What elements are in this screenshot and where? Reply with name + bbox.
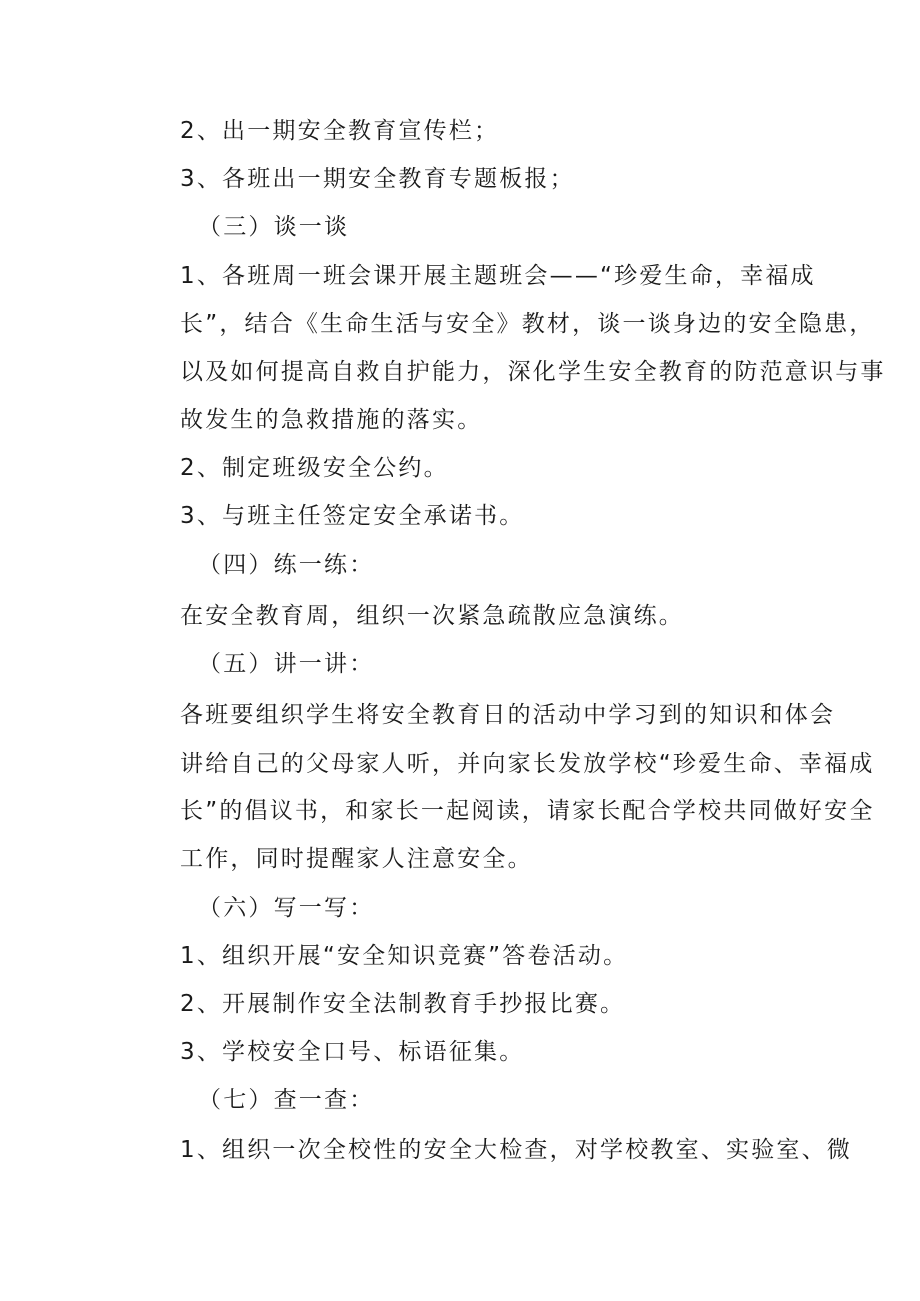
paragraph-line: 各班要组织学生将安全教育日的活动中学习到的知识和体会 [180,702,836,728]
section-heading-talk: （三）谈一谈 [198,214,350,240]
section-heading-practice: （四）练一练： [198,552,375,578]
paragraph-line: 1、组织一次全校性的安全大检查，对学校教室、实验室、微 [180,1137,853,1163]
list-item-handwritten-newspaper: 2、开展制作安全法制教育手抄报比赛。 [180,991,626,1017]
list-item-slogan-collection: 3、学校安全口号、标语征集。 [180,1039,525,1065]
section-heading-speak: （五）讲一讲： [198,651,375,677]
section-heading-inspect: （七）查一查： [198,1087,375,1113]
list-item-blackboard-newspaper: 3、各班出一期安全教育专题板报； [180,166,575,192]
paragraph-line: 在安全教育周，组织一次紧急疏散应急演练。 [180,603,684,629]
list-item-bulletin-board: 2、出一期安全教育宣传栏； [180,118,500,144]
paragraph-line: 长”，结合《生命生活与安全》教材，谈一谈身边的安全隐患， [180,311,875,337]
paragraph-line: 以及如何提高自救自护能力，深化学生安全教育的防范意识与事 [180,359,886,385]
section-heading-write: （六）写一写： [198,895,375,921]
list-item-knowledge-contest: 1、组织开展“安全知识竞赛”答卷活动。 [180,943,629,969]
list-item-class-safety-pact: 2、制定班级安全公约。 [180,455,449,481]
paragraph-line: 长”的倡议书，和家长一起阅读，请家长配合学校共同做好安全 [180,798,875,824]
paragraph-line: 讲给自己的父母家人听，并向家长发放学校“珍爱生命、幸福成 [180,751,875,777]
list-item-safety-pledge: 3、与班主任签定安全承诺书。 [180,503,525,529]
paragraph-line: 工作，同时提醒家人注意安全。 [180,846,533,872]
paragraph-line: 故发生的急救措施的落实。 [180,407,483,433]
paragraph-line: 1、各班周一班会课开展主题班会——“珍爱生命，幸福成 [180,263,816,289]
